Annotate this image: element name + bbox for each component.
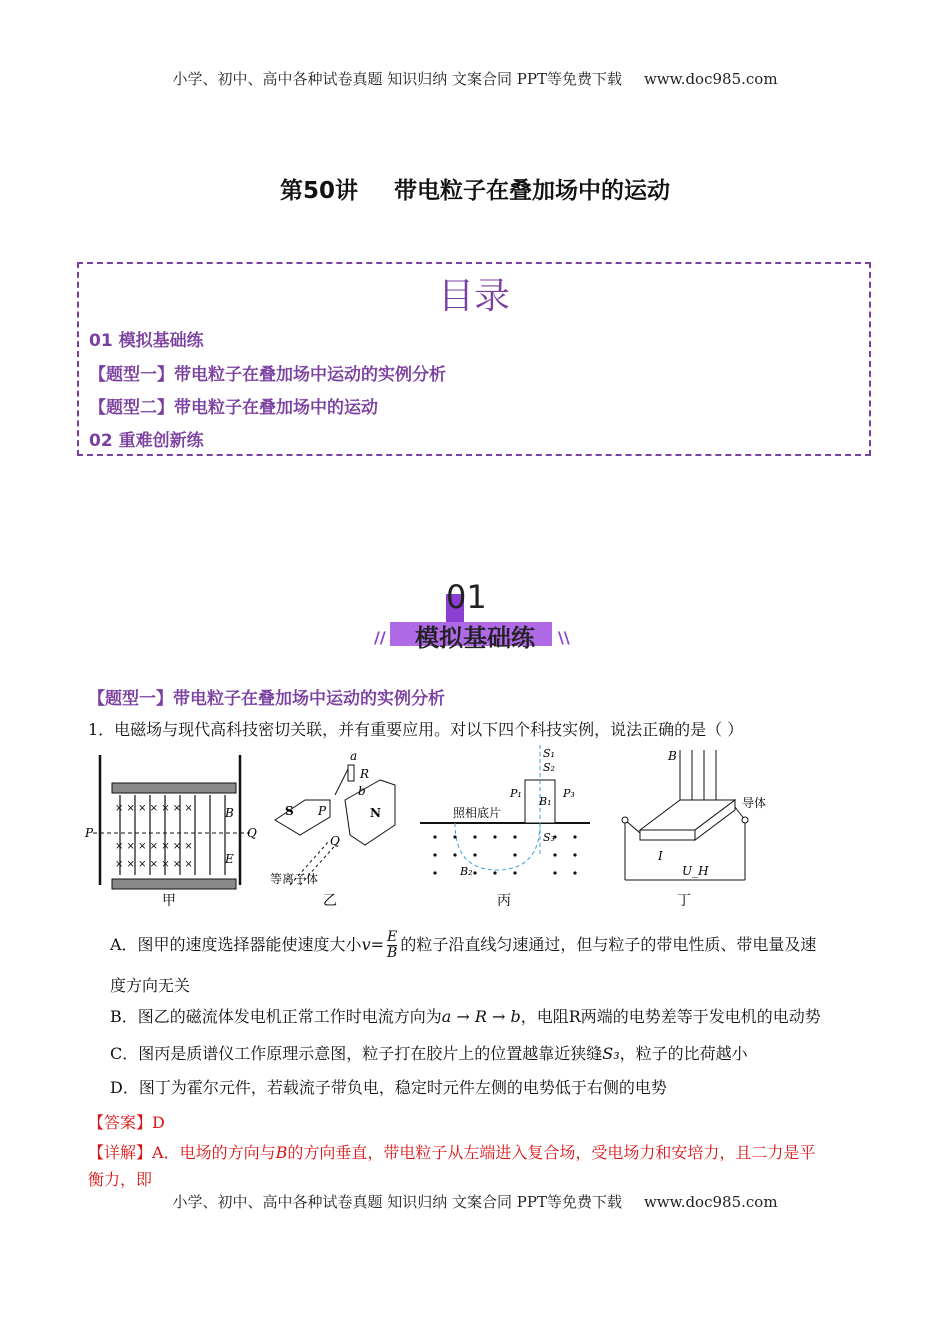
option-a-eq: = [370,935,385,954]
ding-label-conductor: 导体 [742,796,767,810]
detail-line2: 衡力，即 [88,1170,153,1189]
toc-item[interactable]: 02 重难创新练 [89,431,204,451]
jia-label-b: B [225,806,234,820]
yi-label-n: N [370,806,381,820]
yi-label-q: Q [330,834,340,848]
bing-label-s2: S₂ [543,761,555,774]
slash-decoration-right: \\ [558,628,570,647]
lecture-number: 第50讲 [279,178,358,204]
figure-ding [622,749,766,880]
page-footer [0,1191,950,1212]
question-stem: 1．电磁场与现代高科技密切关联，并有重要应用。对以下四个科技实例，说法正确的是（ ） [88,720,744,739]
bing-label-b1: B₁ [539,795,552,808]
jia-label-p: P [85,826,94,840]
option-c-slit: S₃ [602,1044,620,1063]
section-number: 01 [446,578,487,616]
lecture-topic: 带电粒子在叠加场中的运动 [394,178,670,204]
ding-label-i: I [658,849,663,863]
yi-label-b: b [358,784,366,798]
caption-yi: 乙 [323,893,337,909]
fraction-numerator: E [387,929,398,945]
option-a-line2: 度方向无关 [110,976,191,995]
bing-label-p3: P₃ [563,787,575,800]
yi-label-plasma: 等离子体 [270,872,319,886]
question-type-heading: 【题型一】带电粒子在叠加场中运动的实例分析 [88,689,445,709]
toc-item[interactable]: 01 模拟基础练 [89,331,204,351]
svg-text:× × × × × × ×: × × × × × × × [115,803,193,814]
option-d: D．图丁为霍尔元件，若载流子带负电，稳定时元件左侧的电势低于右侧的电势 [110,1078,667,1097]
figure-bing [420,745,590,878]
option-b-flow: a → R → b [441,1007,521,1026]
answer-label: 【答案】 [88,1113,153,1132]
ding-label-uh: U_H [682,864,709,878]
detail-label: 【详解】 [88,1143,153,1162]
table-of-contents [77,262,871,456]
option-b-text: B．图乙的磁流体发电机正常工作时电流方向为 [110,1007,442,1026]
section-badge [374,578,570,658]
caption-ding: 丁 [677,893,691,909]
option-c-text: C．图丙是质谱仪工作原理示意图，粒子打在胶片上的位置越靠近狭缝 [110,1044,603,1063]
footer-site[interactable]: www.doc985.com [643,1193,778,1211]
header-text: 小学、初中、高中各种试卷真题 知识归纳 文案合同 PPT等免费下载 [172,70,622,88]
detail [88,1139,868,1193]
option-a-fraction [387,930,397,961]
answer-value: D [152,1113,165,1132]
detail-text: A．电场的方向与 [152,1143,276,1162]
bing-label-p1: P₁ [510,787,522,800]
detail-text-cont: 的方向垂直，带电粒子从左端进入复合场，受电场力和安培力，且二力是平 [287,1143,816,1162]
question-figures [85,745,865,915]
svg-text:× × × × × × ×: × × × × × × × [115,841,193,852]
yi-label-r: R [360,767,370,781]
figure-jia [85,755,257,889]
answer [88,1110,165,1133]
yi-label-a: a [350,749,358,763]
bing-label-s1: S₁ [543,747,555,760]
option-b-text-cont: ，电阻R两端的电势差等于发电机的电动势 [520,1007,821,1026]
fraction-denominator: B [387,945,398,961]
caption-jia: 甲 [162,893,176,909]
page-header [0,68,950,89]
jia-label-q: Q [247,826,257,840]
toc-item[interactable]: 【题型一】带电粒子在叠加场中运动的实例分析 [89,365,446,385]
lecture-title [0,172,950,205]
header-site[interactable]: www.doc985.com [643,70,778,88]
caption-bing: 丙 [497,893,511,909]
section-label: 模拟基础练 [415,624,535,652]
footer-text: 小学、初中、高中各种试卷真题 知识归纳 文案合同 PPT等免费下载 [172,1193,622,1211]
figure-yi [270,749,395,886]
option-a-text-cont: 的粒子沿直线匀速通过，但与粒子的带电性质、带电量及速 [400,935,817,954]
option-a-v: v [361,935,371,954]
toc-item[interactable]: 【题型二】带电粒子在叠加场中的运动 [89,398,378,418]
option-c-text-cont: ，粒子的比荷越小 [619,1044,748,1063]
toc-heading: 目录 [437,276,510,317]
svg-text:× × × × × × ×: × × × × × × × [115,859,193,870]
detail-symbol: B [275,1143,288,1162]
bing-label-film: 照相底片 [453,806,502,820]
option-a [110,930,870,961]
yi-label-s: S [285,804,294,818]
option-b [110,1006,870,1028]
yi-label-p: P [318,804,327,818]
option-c [110,1043,870,1065]
jia-label-e: E [225,852,234,866]
bing-label-b2: B₂ [460,865,473,878]
option-a-text: A．图甲的速度选择器能使速度大小 [110,935,362,954]
bing-label-s3: S₃ [543,831,555,844]
ding-label-b: B [668,749,677,763]
slash-decoration-left: // [374,628,386,647]
